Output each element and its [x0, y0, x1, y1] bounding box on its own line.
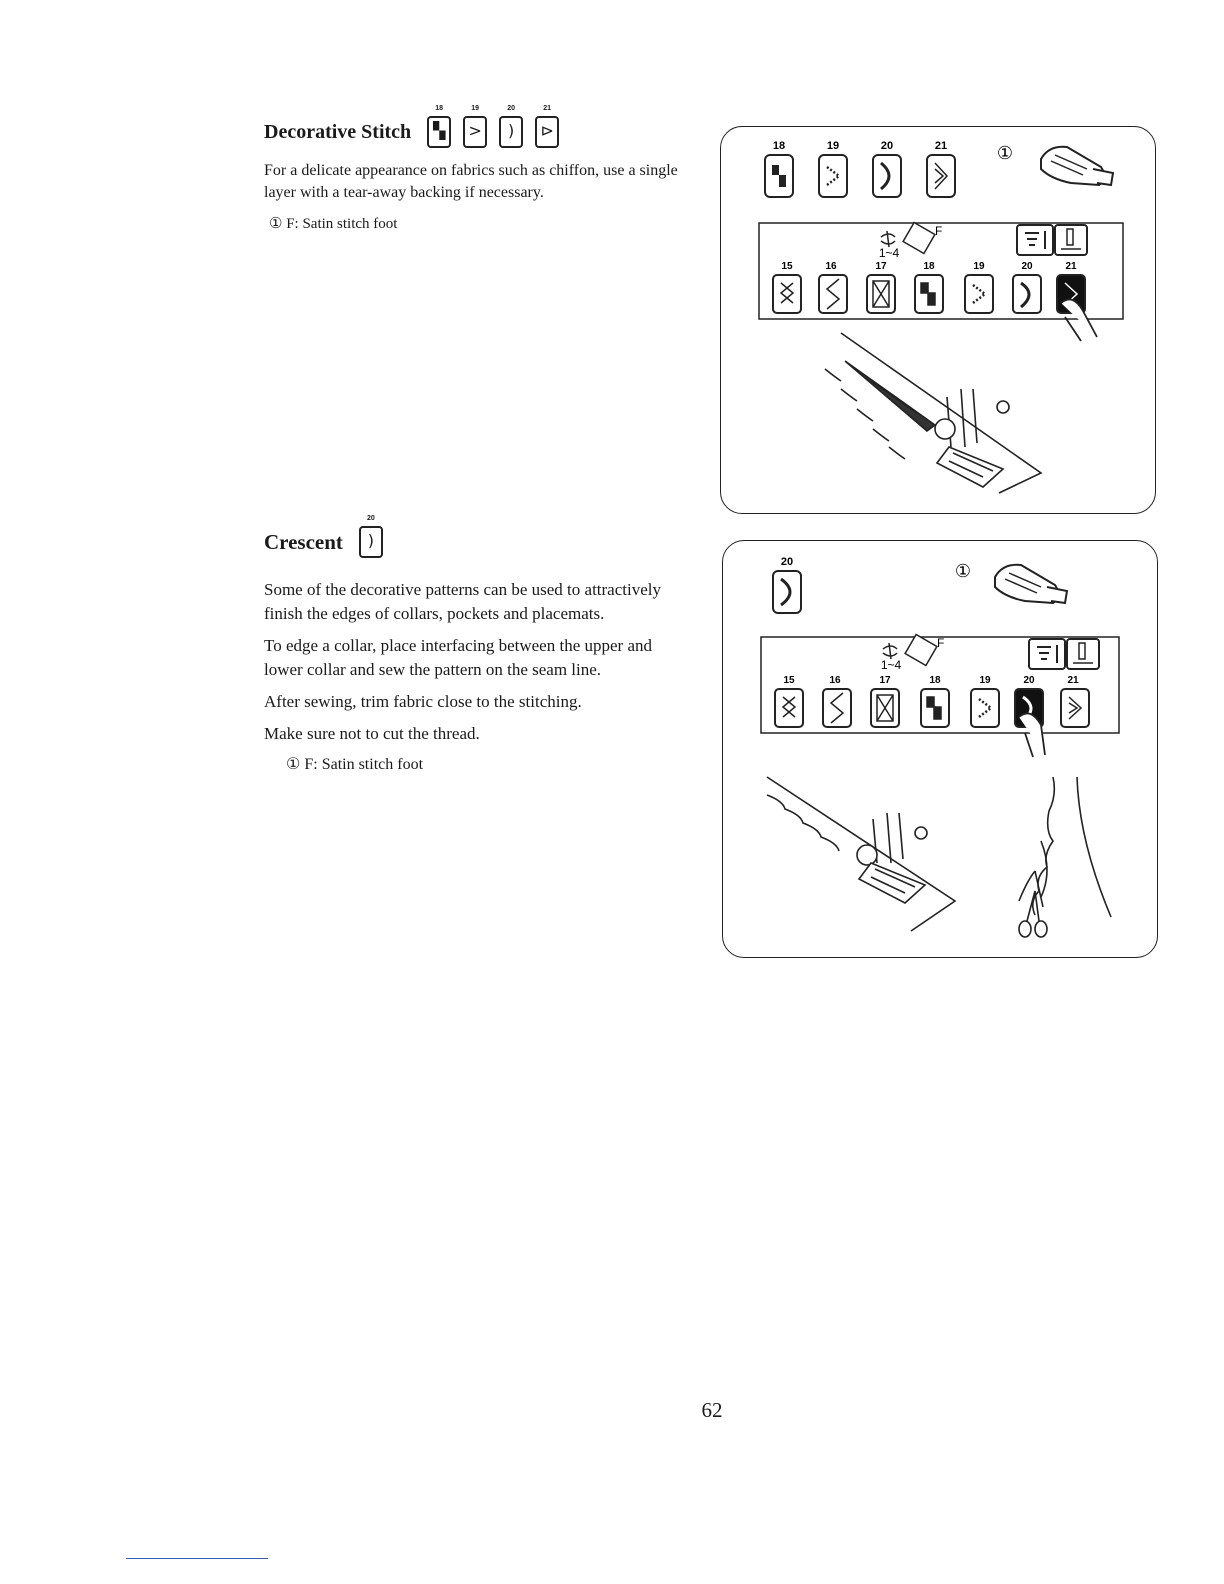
svg-text:1~4: 1~4 — [878, 246, 900, 260]
svg-text:18: 18 — [923, 261, 935, 272]
crescent-paragraph-4: Make sure not to cut the thread. — [264, 724, 480, 743]
caption-marker-icon: ① — [269, 216, 283, 232]
satin-stitch-foot-icon — [995, 565, 1067, 603]
stitch-20-icon: 20 ) — [359, 526, 383, 558]
stitch-19-icon: 19 > — [463, 116, 487, 148]
crescent-body — [264, 578, 684, 746]
svg-text:17: 17 — [879, 675, 891, 686]
footer-rule — [126, 1558, 268, 1559]
sewing-illustration — [767, 777, 955, 931]
figure-crescent — [722, 540, 1158, 958]
svg-text:15: 15 — [781, 261, 793, 272]
svg-text:20: 20 — [880, 140, 894, 152]
crescent-section — [264, 515, 704, 774]
crescent-paragraph-3: After sewing, trim fabric close to the stitching. — [264, 692, 582, 711]
decorative-stitch-paragraph: For a delicate appearance on fabrics such as chiffon, use a single layer with a tear-away backing if necessary. — [264, 162, 678, 201]
svg-text:21: 21 — [934, 140, 948, 152]
decorative-stitch-caption — [264, 214, 704, 233]
top-stitch-icons — [765, 140, 955, 197]
svg-text:17: 17 — [875, 261, 887, 272]
figure-crescent-art — [723, 541, 1157, 957]
svg-text:1~4: 1~4 — [880, 658, 902, 672]
svg-text:19: 19 — [973, 261, 985, 272]
caption-marker-icon: ① — [286, 756, 301, 773]
svg-text:20: 20 — [1021, 261, 1033, 272]
caption-text: F: Satin stitch foot — [304, 756, 424, 773]
svg-text:21: 21 — [1065, 261, 1077, 272]
crescent-caption — [264, 754, 704, 774]
stitch-20-icon — [773, 571, 801, 613]
decorative-stitch-title: Decorative Stitch — [264, 120, 412, 143]
svg-text:20: 20 — [1023, 675, 1035, 686]
svg-text:16: 16 — [829, 675, 841, 686]
figure-decorative-stitch-art — [721, 127, 1155, 513]
crescent-paragraph-1: Some of the decorative patterns can be used to attractively finish the edges of collars, pockets and placemats. — [264, 580, 661, 623]
page-number: 62 — [701, 1398, 723, 1422]
crescent-paragraph-2: To edge a collar, place interfacing between the upper and lower collar and sew the pattern on the seam line. — [264, 636, 652, 679]
svg-text:19: 19 — [826, 140, 840, 152]
svg-text:21: 21 — [1067, 675, 1079, 686]
svg-text:20: 20 — [780, 556, 794, 568]
svg-text:19: 19 — [979, 675, 991, 686]
decorative-stitch-heading-row — [264, 105, 704, 152]
crescent-heading-row — [264, 515, 704, 566]
stitch-18-icon: 18 ▚ — [427, 116, 451, 148]
control-panel — [761, 634, 1119, 757]
marker-1-icon: ① — [954, 561, 972, 581]
svg-text:15: 15 — [783, 675, 795, 686]
svg-text:18: 18 — [772, 140, 786, 152]
svg-text:F: F — [935, 224, 943, 238]
svg-text:18: 18 — [929, 675, 941, 686]
svg-text:16: 16 — [825, 261, 837, 272]
sewing-illustration — [825, 333, 1041, 493]
decorative-stitch-section — [264, 105, 704, 233]
stitch-21-icon: 21 ⊳ — [535, 116, 559, 148]
stitch-20-icon: 20 ) — [499, 116, 523, 148]
figure-decorative-stitch — [720, 126, 1156, 514]
satin-stitch-foot-icon — [1041, 147, 1113, 185]
control-panel — [759, 222, 1123, 341]
marker-1-icon: ① — [996, 143, 1014, 163]
caption-text: F: Satin stitch foot — [286, 216, 398, 232]
crescent-title: Crescent — [264, 529, 343, 554]
collar-trimming-illustration — [1019, 777, 1111, 937]
svg-text:F: F — [937, 636, 945, 650]
